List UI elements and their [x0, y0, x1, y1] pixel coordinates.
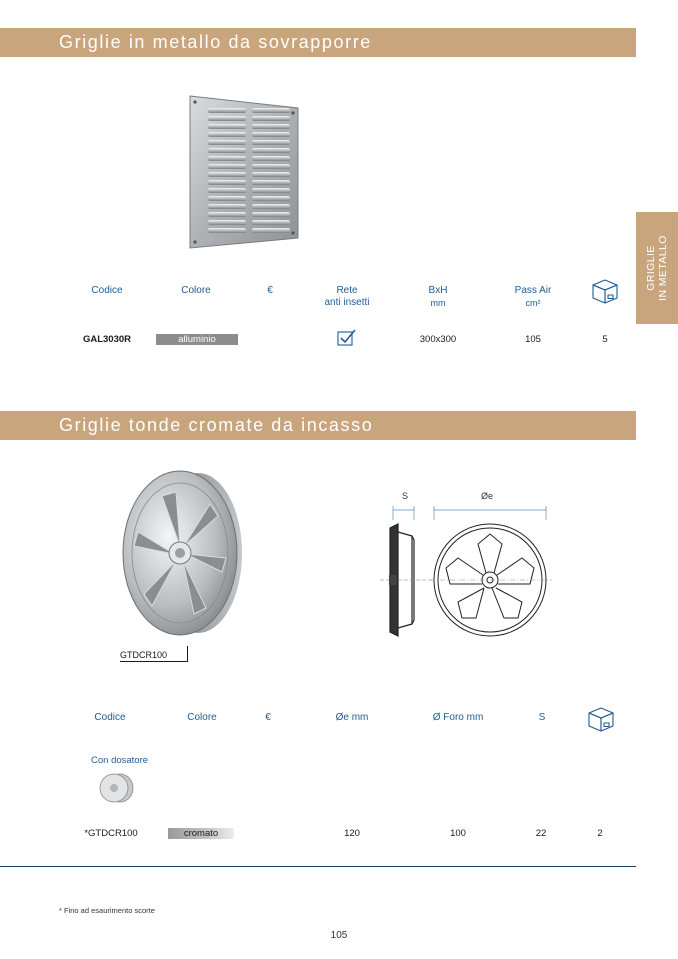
header-codice: Codice [91, 285, 123, 296]
subheading-con-dosatore: Con dosatore [91, 755, 149, 766]
footnote: * Fino ad esaurimento scorte [59, 906, 155, 915]
row2-codice: *GTDCR100 [84, 828, 138, 839]
header-rete-line1: Rete [336, 285, 358, 296]
header-bxh-line1: BxH [428, 285, 448, 296]
header-passair-line2: cm² [525, 298, 541, 308]
header-pass-air [503, 285, 563, 309]
side-tab [636, 212, 678, 324]
product-code-label: GTDCR100 [120, 650, 168, 660]
header-rete-line2: anti insetti [324, 297, 370, 308]
row1-pass-air: 105 [525, 334, 541, 345]
header2-euro: € [265, 712, 271, 723]
dim-label-s: S [402, 491, 409, 501]
round-grille-image [118, 466, 246, 640]
box-icon [590, 276, 620, 306]
page-number: 105 [330, 930, 348, 941]
row2-oe: 120 [344, 828, 360, 839]
dim-label-oe: Øe [481, 491, 494, 501]
section-title-round-grilles: Griglie tonde cromate da incasso [0, 411, 636, 440]
box-icon [586, 704, 616, 734]
dosatore-thumbnail [98, 772, 136, 804]
callout-line-h [120, 661, 188, 662]
checkmark-icon [337, 329, 357, 347]
callout-line-v [187, 646, 188, 662]
header2-colore: Colore [187, 712, 217, 723]
header2-oe: Øe mm [335, 712, 369, 723]
section-title-metal-grilles: Griglie in metallo da sovrapporre [0, 28, 636, 57]
bottom-divider [0, 866, 636, 867]
row1-bxh: 300x300 [419, 334, 457, 345]
row1-codice: GAL3030R [82, 334, 132, 345]
row2-colore: cromato [168, 828, 234, 839]
header2-foro: Ø Foro mm [432, 712, 484, 723]
header-bxh-line2: mm [430, 298, 446, 308]
square-grille-image [188, 94, 300, 250]
header-rete-anti-insetti [312, 285, 382, 309]
row1-colore: alluminio [156, 334, 238, 345]
row1-qty: 5 [602, 334, 608, 345]
row2-foro: 100 [450, 828, 466, 839]
header-passair-line1: Pass Air [514, 285, 552, 296]
row2-qty: 2 [597, 828, 603, 839]
technical-drawing [372, 500, 562, 642]
header-bxh [413, 285, 463, 309]
header-colore: Colore [181, 285, 211, 296]
row2-s: 22 [535, 828, 547, 839]
side-tab-line2: IN METALLO [657, 235, 669, 301]
header2-s: S [538, 712, 546, 723]
side-tab-line1: GRIGLIE [645, 245, 657, 291]
header-euro: € [267, 285, 273, 296]
header2-codice: Codice [94, 712, 126, 723]
